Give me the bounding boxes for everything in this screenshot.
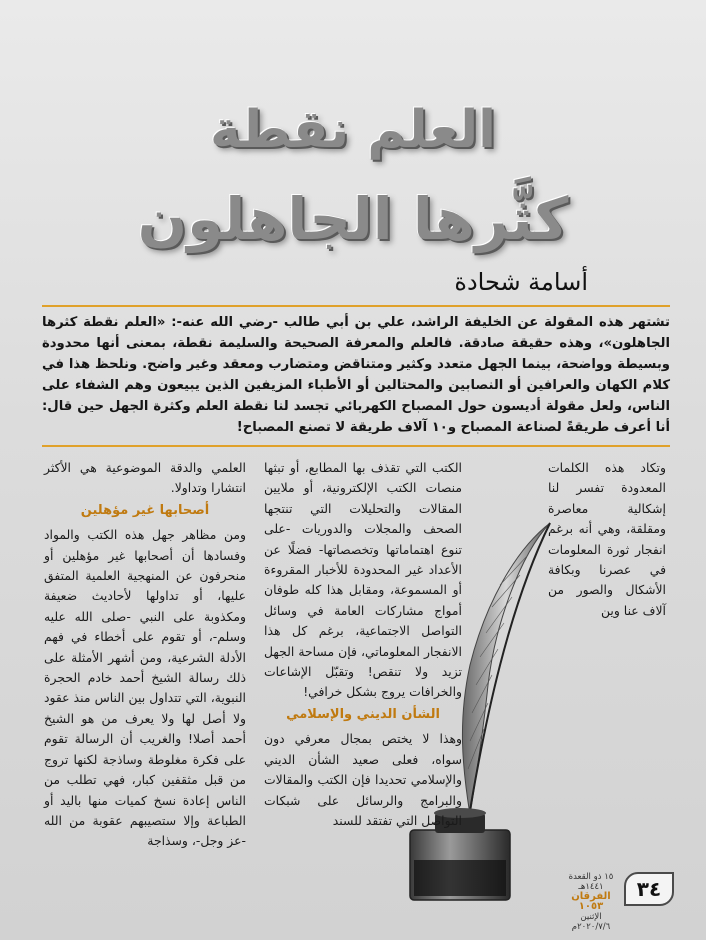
intro-paragraph: تشتهر هذه المقولة عن الخليفة الراشد، علي بن أبي طالب -رضي الله عنه-: «العلم نقطة كثرها الجاهلون»، وهذه حقيقة صادقة. فالعلم والمعرفة الصحيحة والسليمة نقطة، بمعنى أنها محدودة وبسيطة وواضحة، بينما الجهل متعدد وكثير ومتناقض ومتضارب ومعقد وغير واضح. ونلحظ هذا في كلام الكهان والعرافين أو النصابين والمحتالين أو الأطباء المزيفين الذين يبيعون وهم الشفاء على الناس، ولعل مقولة أديسون حول المصباح الكهربائي تجسد لنا نقطة العلم وكثرة الجهل حين قال: أنا أعرف طريقةً لصناعة المصباح و١٠ آلاف طريقة لا تصنع المصباح! [42, 315, 670, 435]
column-left [44, 458, 246, 852]
issue-info [560, 872, 622, 932]
intro-bottom-rule [42, 445, 670, 447]
paragraph: وهذا لا يختص بمجال معرفي دون سواه، فعلى صعيد الشأن الديني والإسلامي تحديدا فإن الكتب والمقالات والبرامج والرسائل على شبكات التواصل التي تفتقد للسند [264, 731, 462, 828]
paragraph: وتكاد هذه الكلمات المعدودة تفسر لنا إشكالية معاصرة ومقلقة، وهي أنه برغم انفجار ثورة المعلومات في عصرنا وبكافة الأشكال والصور من آلاف عنا وين [548, 460, 666, 618]
column-right [548, 458, 666, 621]
paragraph: ومن مظاهر جهل هذه الكتب والمواد وفسادها أن أصحابها غير مؤهلين أو منحرفون عن المنهجية العلمية المتفق عليها، أو تداولها لأحاديث ضعيفة ومكذوبة على النبي -صلى الله عليه وسلم-، أو تقوم على أخطاء في فهم الأدلة الشرعية، ومن أشهر الأمثلة على ذلك رسالة الشيخ أحمد خادم الحجرة النبوية، التي تتداول بين الناس منذ عقود ولا أصل لها ولا يعرف من هو الشيخ أحمد أصلا! والغريب أن الرسالة تقوم على فكرة مغلوطة وساذجة لكنها تروج من قبل مثقفين كبار، فهي تطلب من الناس إعادة نسخ كميات منها باليد أو الطباعة وإلا ستصيبهم عقوبة من الله -عز وجل-، وسذاجة [44, 527, 246, 849]
column-middle [264, 458, 462, 831]
page-number: ٣٤ [624, 872, 674, 906]
issue-date-gregorian: الإثنين ٢٠٢٠/٧/٦م [571, 912, 611, 932]
author-name: أسامة شحادة [454, 268, 588, 296]
intro-top-rule [42, 305, 670, 307]
paragraph: الكتب التي تقذف بها المطابع، أو تبثها منصات الكتب الإلكترونية، أو ملايين المقالات والتحليلات التي تنتجها الصحف والمجلات والدوريات -على تنوع اهتماماتها وتخصصاتها- فضلًا عن الأعداد غير المحدودة للأخبار المقروءة أو المسموعة، ومقابل هذا كله طوفان أمواج مشاركات العامة في وسائل التواصل الاجتماعية، برغم كل هذا الانفجار المعلوماتي، فإن مساحة الجهل تزيد ولا تنقص! وتقبّل الإشاعات والخرافات يروج بشكل خرافي! [264, 460, 462, 700]
issue-date-hijri: ١٥ ذو القعدة ١٤٤١هـ [568, 872, 614, 892]
article-title-line-1: العلم نقطة [210, 100, 496, 160]
article-title-line-2: كثَّرها الجاهلون [137, 185, 569, 253]
section-heading-unqualified: أصحابها غير مؤهلين [80, 502, 210, 518]
section-heading-religious: الشأن الديني والإسلامي [286, 706, 440, 722]
issue-brand: الفرقان ١٠٥٣ [571, 891, 611, 912]
paragraph: العلمي والدقة الموضوعية هي الأكثر انتشارا وتداولا. [44, 460, 246, 496]
